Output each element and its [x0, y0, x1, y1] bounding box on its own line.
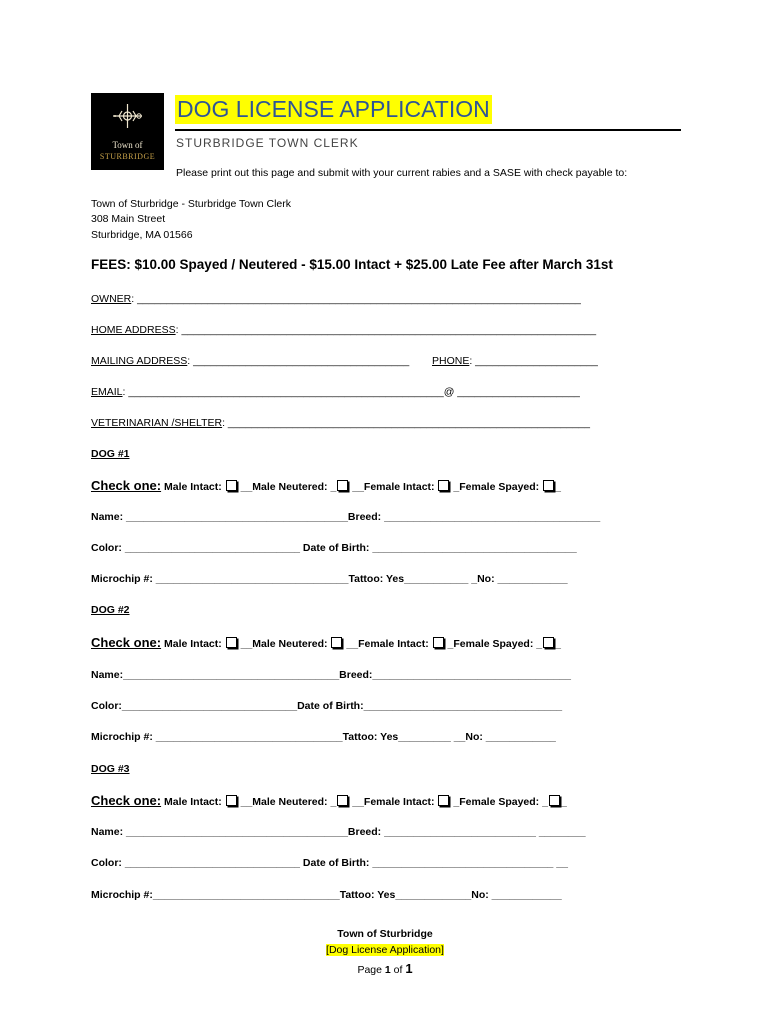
dog-1-name-breed-field[interactable]: Name: ______________________________________Breed: _____________________________________ — [91, 511, 601, 523]
email-line: : ______________________________________________________@ _____________________ — [122, 386, 580, 398]
home-address-line: : _______________________________________________________________________ — [175, 324, 597, 336]
home-address-field[interactable] — [91, 324, 596, 336]
female-intact-label: __Female Intact: — [352, 481, 435, 493]
dog-2-name-breed-field[interactable]: Name:_____________________________________Breed:__________________________________ — [91, 669, 571, 681]
male-neutered-checkbox[interactable] — [337, 480, 348, 491]
phone-line: : _____________________ — [469, 355, 598, 367]
page-total: 1 — [405, 961, 413, 976]
mailing-address-label: MAILING ADDRESS — [91, 355, 188, 367]
dog-2-microchip-tattoo-field[interactable]: Microchip #: ________________________________Tattoo: Yes_________ __No: ____________ — [91, 731, 556, 743]
female-intact-label: __Female Intact: — [352, 796, 435, 808]
page-current: 1 — [384, 964, 391, 976]
male-intact-label: Male Intact: — [164, 638, 222, 650]
male-intact-checkbox[interactable] — [226, 637, 237, 648]
footer-doc-wrap — [0, 944, 770, 956]
check-one-label: Check one: — [91, 478, 162, 493]
dog-3-check-row — [91, 793, 567, 808]
intro-text: Please print out this page and submit with your current rabies and a SASE with check payable to: — [176, 167, 628, 179]
page-subtitle: STURBRIDGE TOWN CLERK — [176, 136, 359, 150]
footer-org: Town of Sturbridge — [337, 928, 433, 940]
page-number — [0, 961, 770, 976]
address-line2: 308 Main Street — [91, 213, 166, 225]
owner-line: : ____________________________________________________________________________ — [131, 293, 581, 305]
page-prefix: Page — [357, 964, 385, 976]
female-intact-checkbox[interactable] — [433, 637, 444, 648]
address-line1: Town of Sturbridge - Sturbridge Town Clerk — [91, 198, 291, 210]
dog-3-microchip-tattoo-field[interactable]: Microchip #:________________________________Tattoo: Yes_____________No: ____________ — [91, 889, 562, 901]
dog-1-color-dob-field[interactable]: Color: ______________________________ Date of Birth: ___________________________________ — [91, 542, 577, 554]
male-intact-checkbox[interactable] — [226, 795, 237, 806]
check-one-label: Check one: — [91, 635, 162, 650]
male-neutered-label: __Male Neutered: — [240, 638, 328, 650]
male-neutered-checkbox[interactable] — [337, 795, 348, 806]
female-intact-checkbox[interactable] — [438, 480, 449, 491]
male-intact-checkbox[interactable] — [226, 480, 237, 491]
trailing-underscore: _ — [555, 481, 561, 493]
dog-2-heading: DOG #2 — [91, 604, 130, 616]
veterinarian-label: VETERINARIAN /SHELTER — [91, 417, 223, 429]
veterinarian-field[interactable] — [91, 417, 590, 429]
phone-label: PHONE — [432, 355, 470, 367]
dog-1-microchip-tattoo-field[interactable]: Microchip #: _________________________________Tattoo: Yes___________ _No: ____________ — [91, 573, 568, 585]
veterinarian-line: : ______________________________________________________________ — [222, 417, 590, 429]
trailing-underscore: _ — [560, 796, 567, 808]
page-of: of — [390, 964, 406, 976]
male-neutered-label: __Male Neutered: _ — [240, 796, 337, 808]
check-one-label: Check one: — [91, 793, 162, 808]
dog-1-heading: DOG #1 — [91, 448, 130, 460]
male-intact-label: Male Intact: — [164, 481, 222, 493]
home-address-label: HOME ADDRESS — [91, 324, 176, 336]
female-spayed-label: _Female Spayed: _ — [447, 638, 543, 650]
dog-3-heading: DOG #3 — [91, 763, 130, 775]
mailing-address-field[interactable] — [91, 355, 409, 367]
fees-heading: FEES: $10.00 Spayed / Neutered - $15.00 Intact + $25.00 Late Fee after March 31st — [91, 257, 613, 272]
title-rule — [175, 129, 681, 131]
footer-doc-title: [Dog License Application] — [326, 944, 444, 956]
male-neutered-checkbox[interactable] — [331, 637, 342, 648]
dog-2-color-dob-field[interactable]: Color:______________________________Date of Birth:__________________________________ — [91, 700, 563, 712]
email-label: EMAIL — [91, 386, 123, 398]
owner-label: OWNER — [91, 293, 132, 305]
logo-line2: STURBRIDGE — [99, 152, 156, 161]
female-spayed-checkbox[interactable] — [549, 795, 560, 806]
dog-1-check-row — [91, 478, 561, 493]
female-spayed-checkbox[interactable] — [543, 480, 554, 491]
owner-field[interactable] — [91, 293, 581, 305]
page-title: DOG LICENSE APPLICATION — [177, 96, 490, 122]
female-intact-label: __Female Intact: — [346, 638, 429, 650]
trailing-underscore: _ — [555, 638, 561, 650]
female-spayed-checkbox[interactable] — [543, 637, 554, 648]
address-line3: Sturbridge, MA 01566 — [91, 229, 193, 241]
dog-3-name-breed-field[interactable]: Name: ______________________________________Breed: __________________________ ________ — [91, 826, 586, 838]
logo-line1: Town of — [112, 140, 143, 150]
female-spayed-label: _Female Spayed: — [453, 481, 540, 493]
male-neutered-label: __Male Neutered: _ — [240, 481, 337, 493]
female-intact-checkbox[interactable] — [438, 795, 449, 806]
email-field[interactable] — [91, 386, 580, 398]
phone-field[interactable] — [432, 355, 598, 367]
dog-2-check-row — [91, 635, 561, 650]
male-intact-label: Male Intact: — [164, 796, 222, 808]
town-logo — [91, 93, 164, 170]
mailing-address-line: : _____________________________________ — [187, 355, 410, 367]
dog-3-color-dob-field[interactable]: Color: ______________________________ Date of Birth: _______________________________ __ — [91, 857, 568, 869]
weathervane-icon — [111, 101, 144, 129]
female-spayed-label: _Female Spayed: _ — [453, 796, 548, 808]
